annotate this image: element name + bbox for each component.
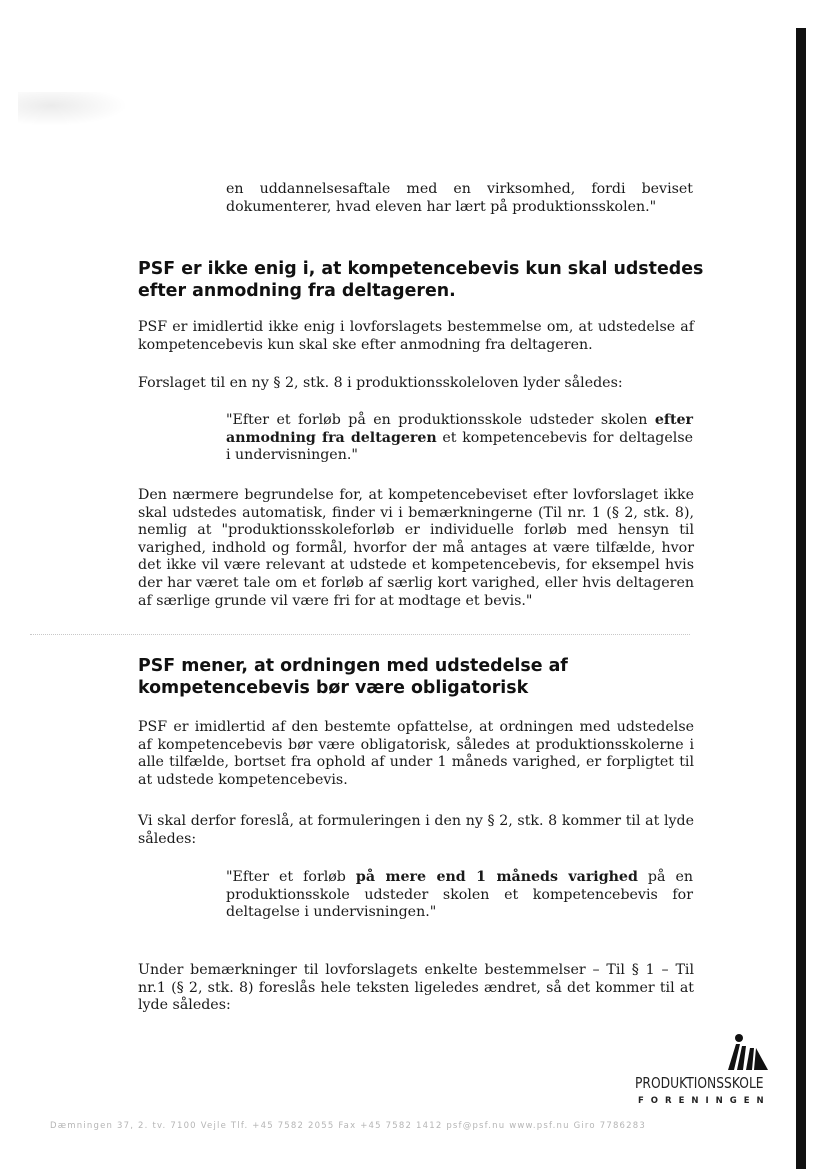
logo-name: PRODUKTIONSSKOLE [635,1074,764,1092]
produktionsskole-logo [632,1034,772,1114]
section1-quote-emphasis: efter anmodning fra deltageren [226,412,693,446]
section2-quote-emphasis: på mere end 1 måneds varighed [355,869,638,885]
intro-line-1: en uddannelsesaftale med en virksomhed, fordi beviset [226,181,693,197]
section1-quote-post: et kompetencebevis for deltagelse i undervisningen." [226,429,693,464]
logo-figures-icon [728,1034,768,1070]
section2-paragraph-3: Under bemærkninger til lovforslagets enkelte bestemmelser – Til § 1 – Til nr.1 (§ 2, stk. 8) foreslås hele teksten ligeledes ændret, så det kommer til at lyde således: [138,962,694,1014]
scan-divider-line [30,634,690,635]
section1-quote-pre: "Efter et forløb på en produktionsskole udsteder skolen [226,412,655,428]
section1-heading: PSF er ikke enig i, at kompetencebevis kun skal udstedes efter anmodning fra deltageren. [138,259,704,301]
section2-paragraph-2: Vi skal derfor foreslå, at formuleringen i den ny § 2, stk. 8 kommer til at lyde således: [138,813,694,847]
intro-quote-continuation [226,181,693,216]
footer-contact: Dæmningen 37, 2. tv. 7100 Vejle Tlf. +45 7582 2055 Fax +45 7582 1412 psf@psf.nu www.psf.nu Giro 7786283 [50,1121,646,1131]
section2-heading: PSF mener, at ordningen med udstedelse af kompetencebevis bør være obligatorisk [138,656,568,698]
section1-paragraph-1: PSF er imidlertid ikke enig i lovforslagets bestemmelse om, at udstedelse af kompetencebevis kun skal ske efter anmodning fra deltageren. [138,319,694,353]
section1-quote [226,412,693,465]
scan-smudge [18,92,128,126]
section1-paragraph-3: Den nærmere begrundelse for, at kompetencebeviset efter lovforslaget ikke skal udstedes automatisk, finder vi i bemærkningerne (Til nr. 1 (§ 2, stk. 8), nemlig at "produktionsskoleforløb er individuelle forløb med hensyn til varighed, indhold og formål, hvorfor der må antages at være tilfælde, hvor det ikke vil være relevant at udstede et kompetencebevis, for eksempel hvis der har været tale om et forløb af særlig kort varighed, eller hvis deltageren af særlige grunde vil være fri for at modtage et bevis." [138,487,694,609]
section2-quote-pre: "Efter et forløb [226,869,356,885]
intro-line-2: dokumenterer, hvad eleven har lært på produktionsskolen." [226,198,657,215]
section1-paragraph-2: Forslaget til en ny § 2, stk. 8 i produktionsskoleloven lyder således: [138,375,623,391]
scan-edge-bar [796,28,806,1169]
logo-subtitle: FORENINGEN [638,1096,771,1106]
section2-quote-post: på en produktionsskole udsteder skolen et kompetencebevis for deltagelse i undervisningen." [226,869,693,921]
section2-quote [226,869,693,922]
section2-paragraph-1: PSF er imidlertid af den bestemte opfattelse, at ordningen med udstedelse af kompetencebevis bør være obligatorisk, således at produktionsskolerne i alle tilfælde, bortset fra ophold af under 1 måneds varighed, er forpligtet til at udstede kompetencebevis. [138,719,694,788]
